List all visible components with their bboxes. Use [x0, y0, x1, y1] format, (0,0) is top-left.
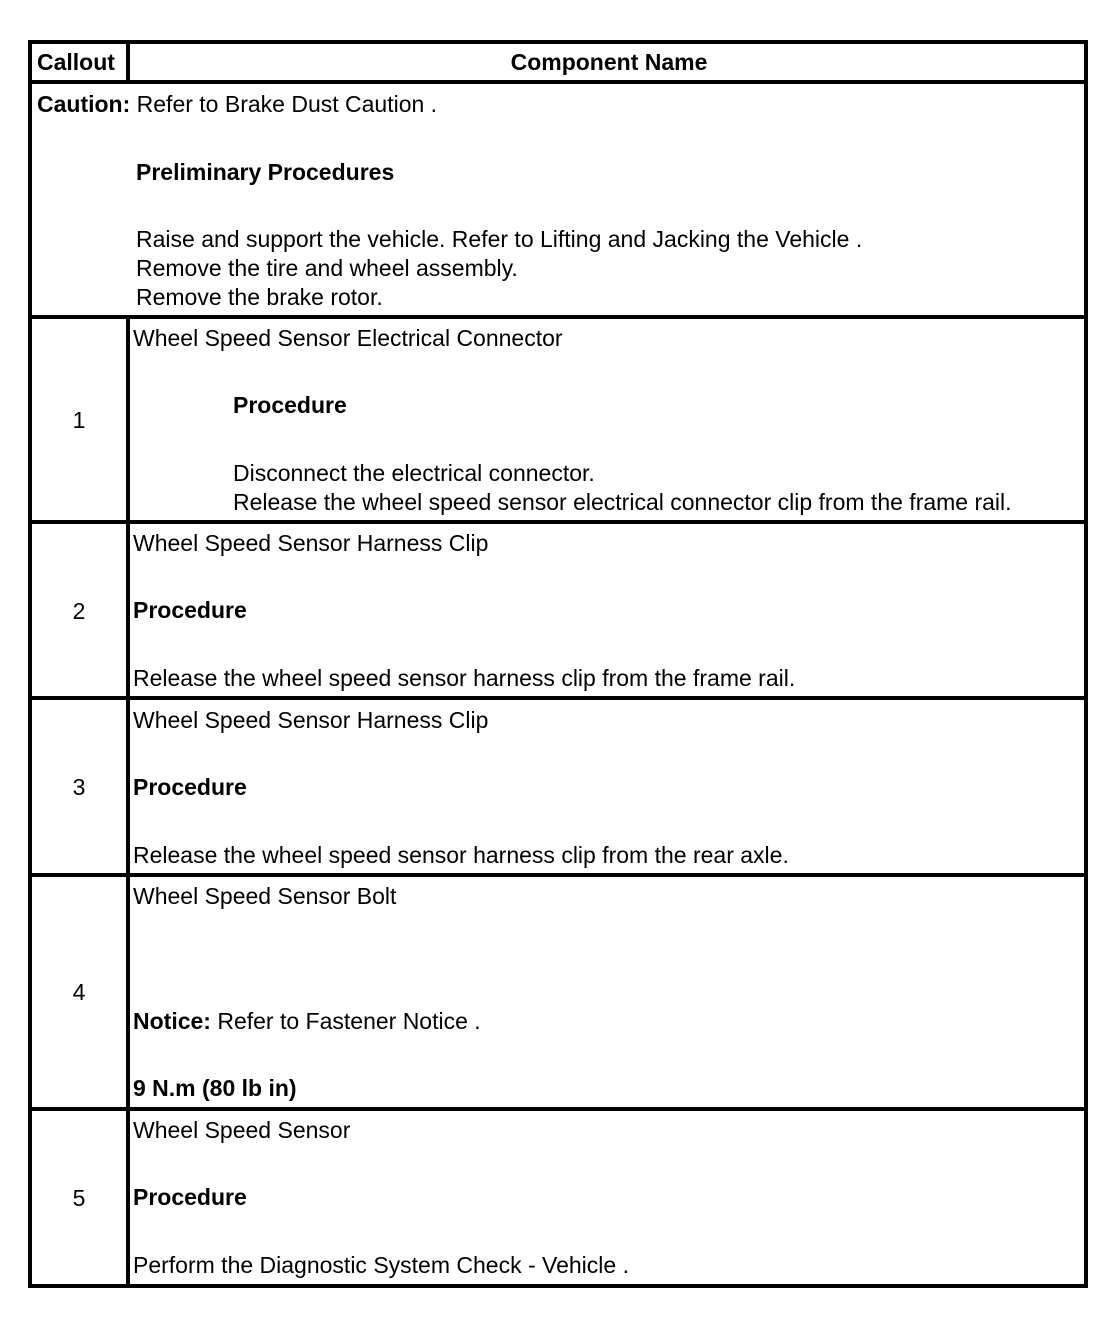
row-3-divider: [32, 873, 1084, 877]
component-name: Wheel Speed Sensor Harness Clip: [133, 530, 489, 556]
header-divider: [32, 80, 1084, 84]
caution-text: Refer to Brake Dust Caution .: [130, 91, 438, 117]
callout-number: 1: [72, 407, 86, 433]
row-2-divider: [32, 696, 1084, 700]
prelim-step: Raise and support the vehicle. Refer to Lifting and Jacking the Vehicle .: [136, 226, 863, 252]
procedure-step: Disconnect the electrical connector.: [233, 460, 595, 486]
procedure-table: [28, 40, 1088, 1288]
procedure-label: Procedure: [233, 392, 347, 418]
torque-spec: 9 N.m (80 lb in): [133, 1075, 297, 1101]
procedure-step: Perform the Diagnostic System Check - Vehicle .: [133, 1252, 629, 1278]
callout-number: 2: [72, 598, 86, 624]
procedure-step: Release the wheel speed sensor harness clip from the frame rail.: [133, 665, 796, 691]
rows-column-divider: [126, 315, 130, 1284]
callout-number: 4: [72, 979, 86, 1005]
preliminary-procedures-title: Preliminary Procedures: [136, 159, 395, 185]
header-callout: Callout: [37, 49, 115, 75]
caution-line: [37, 90, 437, 119]
component-name: Wheel Speed Sensor: [133, 1117, 351, 1143]
row-1-divider: [32, 520, 1084, 524]
component-name: Wheel Speed Sensor Electrical Connector: [133, 325, 563, 351]
procedure-step: Release the wheel speed sensor electrical connector clip from the frame rail.: [233, 489, 1012, 515]
prelim-step: Remove the tire and wheel assembly.: [136, 255, 518, 281]
procedure-label: Procedure: [133, 774, 247, 800]
notice-text: Refer to Fastener Notice .: [210, 1008, 481, 1034]
header-component-name: Component Name: [510, 49, 708, 75]
notice-line: [133, 1007, 481, 1036]
caution-label: Caution:: [37, 91, 131, 117]
procedure-label: Procedure: [133, 1184, 247, 1210]
callout-number: 5: [72, 1185, 86, 1211]
component-name: Wheel Speed Sensor Bolt: [133, 883, 397, 909]
intro-divider: [32, 315, 1084, 319]
callout-number: 3: [72, 774, 86, 800]
component-name: Wheel Speed Sensor Harness Clip: [133, 707, 489, 733]
procedure-label: Procedure: [133, 597, 247, 623]
procedure-step: Release the wheel speed sensor harness clip from the rear axle.: [133, 842, 789, 868]
notice-label: Notice:: [133, 1008, 211, 1034]
prelim-step: Remove the brake rotor.: [136, 284, 383, 310]
row-4-divider: [32, 1107, 1084, 1111]
